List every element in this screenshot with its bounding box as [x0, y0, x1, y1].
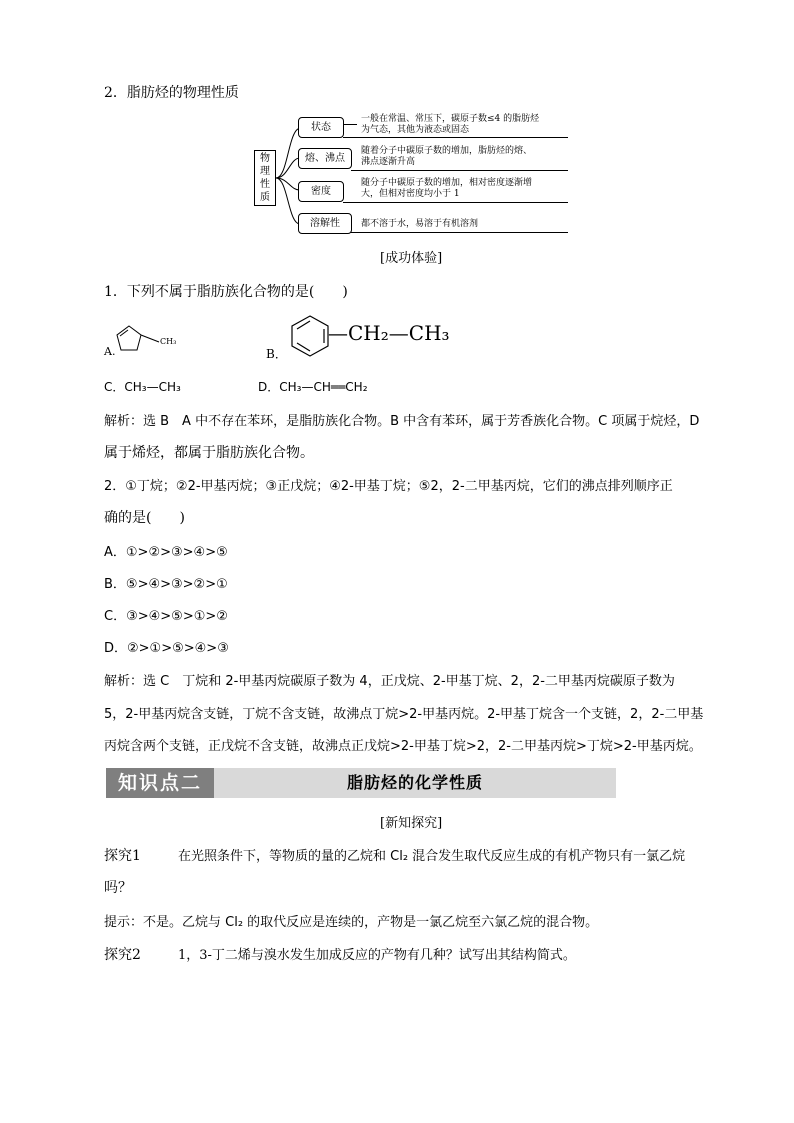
new-label: [新知探究]: [380, 816, 443, 831]
q1-option-b-label: B．: [266, 347, 287, 361]
connector: [343, 124, 357, 125]
q2-analysis-line3: 丙烷含两个支链，正戊烷不含支链，故沸点正戊烷>2-甲基丁烷>2，2-二甲基丙烷>丁烷>2-甲基丙烷。: [104, 739, 702, 754]
q1-a-methyl: CH₃: [160, 337, 177, 346]
density-desc-2: 大，但相对密度均小于 1: [361, 189, 460, 199]
section-bar: [106, 768, 616, 798]
q2-stem-line2: 确的是( ): [104, 510, 185, 526]
explore2-label: 探究2: [104, 947, 141, 963]
section-heading: 2．脂肪烃的物理性质: [104, 85, 239, 101]
solubility-desc: 都不溶于水，易溶于有机溶剂: [361, 219, 479, 229]
q1-option-d: D．CH₃—CH══CH₂: [258, 380, 368, 394]
q2-option-c: C．③>④>⑤>①>②: [104, 609, 228, 624]
q2-option-a: A．①>②>③>④>⑤: [104, 545, 228, 560]
tag-density: 密度: [298, 181, 344, 202]
explore1-text-line2: 吗？: [104, 880, 132, 896]
q2-option-d: D．②>①>⑤>④>③: [104, 641, 229, 656]
mb-desc-1: 随着分子中碳原子数的增加，脂肪烃的熔、: [361, 146, 533, 156]
explore1-text-line1: 在光照条件下，等物质的量的乙烷和 Cl₂ 混合发生取代反应生成的有机产物只有一氯乙烷: [178, 849, 686, 864]
row-line: [343, 202, 568, 203]
q1-analysis-line2: 属于烯烃，都属于脂肪族化合物。: [104, 445, 314, 461]
section-title: 脂肪烃的化学性质: [346, 773, 483, 792]
tag-state: 状态: [298, 117, 344, 138]
density-desc-1: 随分子中碳原子数的增加，相对密度逐渐增: [361, 178, 533, 188]
q1-b-formula: —CH₂—CH₃: [328, 321, 450, 345]
state-desc-1: 一般在常温、常压下，碳原子数≤4 的脂肪烃: [361, 114, 540, 124]
explore2-text: 1，3-丁二烯与溴水发生加成反应的产物有几种？试写出其结构简式。: [178, 948, 576, 963]
q1-option-c: C．CH₃—CH₃: [104, 380, 181, 394]
state-desc-2: 为气态，其他为液态或固态: [361, 125, 470, 135]
q1-stem: 1．下列不属于脂肪族化合物的是( ): [104, 284, 348, 300]
row-line: [343, 137, 568, 138]
mb-desc-2: 沸点逐渐升高: [361, 157, 416, 167]
experience-label: [成功体验]: [380, 251, 443, 266]
q1-option-a-label: A.: [104, 345, 116, 358]
tag-melting-boiling: 熔、沸点: [298, 148, 352, 169]
section-number: 知识点二: [106, 768, 214, 798]
q1-analysis-line1: 解析：选 B A 中不存在苯环，是脂肪族化合物。B 中含有苯环，属于芳香族化合物。C 项属于烷烃，D: [104, 414, 700, 429]
explore1-label: 探究1: [104, 848, 141, 864]
diagram-root-label: 物 理 性 质: [260, 153, 270, 203]
q2-analysis-line1: 解析：选 C 丁烷和 2-甲基丙烷碳原子数为 4，正戊烷、2-甲基丁烷、2，2-二甲基丙烷碳原子数为: [104, 674, 675, 689]
q2-option-b: B．⑤>④>③>②>①: [104, 577, 228, 592]
row-line: [351, 170, 568, 171]
q2-analysis-line2: 5，2-甲基丙烷含支链，丁烷不含支链，故沸点丁烷>2-甲基丙烷。2-甲基丁烷含一个支链，2，2-二甲基: [104, 707, 704, 722]
tag-solubility: 溶解性: [298, 213, 352, 234]
row-line: [351, 232, 568, 233]
q2-stem-line1: 2．①丁烷；②2-甲基丙烷；③正戊烷；④2-甲基丁烷；⑤2，2-二甲基丙烷，它们的沸点排列顺序正: [104, 479, 673, 494]
explore1-hint: 提示：不是。乙烷与 Cl₂ 的取代反应是连续的，产物是一氯乙烷至六氯乙烷的混合物。: [104, 915, 599, 930]
